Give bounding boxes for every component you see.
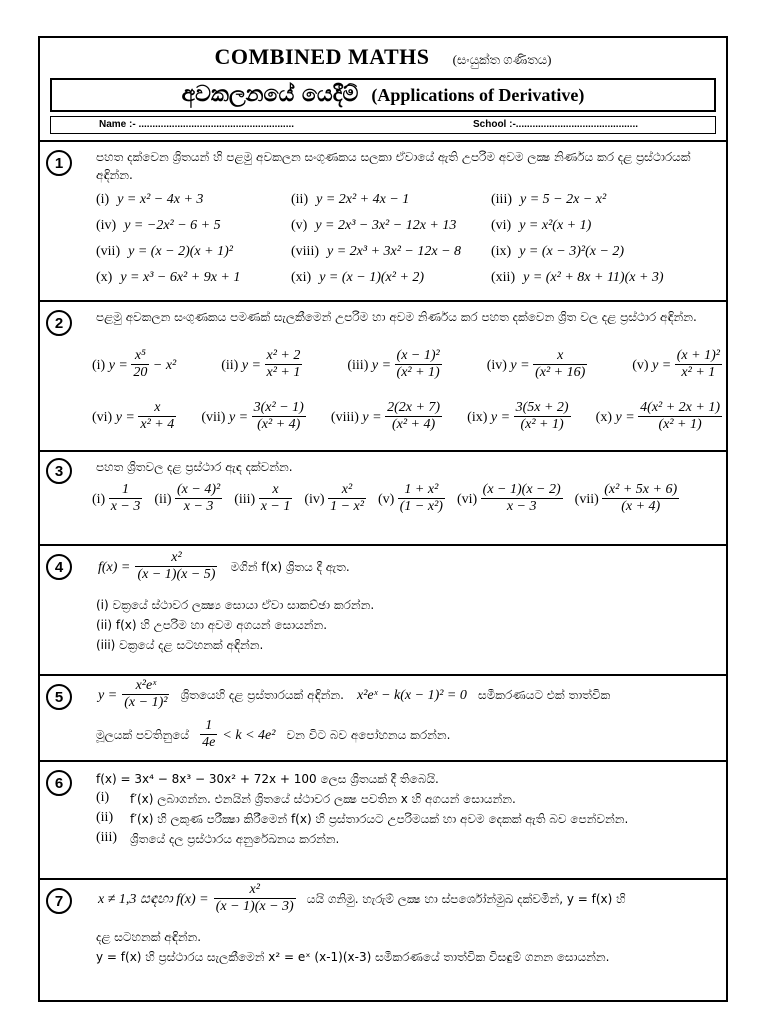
q3-item (304, 482, 366, 515)
page-title: COMBINED MATHS (214, 44, 430, 69)
q6-parts (96, 790, 716, 848)
part-label: (iv) (96, 218, 117, 233)
question-text: පළමු අවකලන සංගුණකය පමණක් සැලකීමෙන් උපරිම හා අවම නිර්ණය කර පහත දක්වෙන ශ්‍රිත වල දළ ප්‍රස්ථාර අඳින්න. (96, 310, 697, 324)
q6-part (96, 790, 716, 808)
q5-text-4: වන විට බව අපෝහනය කරන්න. (286, 728, 451, 742)
fraction-denominator: x − 3 (506, 499, 537, 514)
q2-item (201, 400, 305, 433)
q3-item (378, 482, 445, 515)
topic-english: (Applications of Derivative) (371, 85, 585, 105)
fraction-numerator: x² (214, 882, 296, 899)
fraction-denominator: x² + 4 (140, 417, 175, 432)
fraction-denominator: x − 3 (183, 499, 214, 514)
q7-text-3: y = f(x) හි ප්‍රස්ථාරය සැලකීමෙන් x² = eˣ (x-1)(x-3) සමීකරණයේ තාත්වික විසඳුම් ගනන සොයන්න. (96, 950, 610, 964)
question-number: 5 (46, 684, 72, 710)
part-label: (x) (595, 410, 616, 425)
part-label: (v) (377, 492, 398, 507)
q3-items (92, 482, 722, 515)
part-label: (vii) (574, 492, 603, 507)
part-formula: y = (x − 3)²(x − 2) (519, 244, 625, 259)
q1-item (291, 214, 491, 234)
fraction-numerator: x (533, 348, 587, 365)
q5-equation: x²eˣ − k(x − 1)² = 0 (357, 688, 467, 703)
q6-part (96, 810, 716, 828)
fraction-denominator: 1 − x² (330, 499, 364, 514)
q4-parts (96, 596, 716, 654)
q2-item (92, 348, 176, 381)
q7-text-2: දළ සටහනක් අඳින්න. (96, 930, 202, 944)
q2-item (221, 348, 302, 381)
fraction-numerator: 3(x² − 1) (253, 400, 304, 415)
fraction-denominator: (x² + 1) (520, 417, 564, 432)
q5-inequality: < k < 4e² (222, 728, 276, 743)
part-label: (vi) (92, 410, 116, 425)
part-formula: y = (x − 2)(x + 1)² (128, 244, 233, 259)
fraction-numerator: x²eˣ (122, 678, 169, 695)
part-formula: y = x²(x + 1) (519, 218, 592, 233)
fraction (265, 348, 303, 381)
question-4 (40, 544, 726, 674)
part-tail: − x² (149, 358, 177, 373)
fraction (675, 348, 722, 381)
question-number: 1 (46, 150, 72, 176)
part-label: (iv) (486, 358, 511, 373)
q1-item (491, 240, 701, 260)
q5-ineq-fraction (200, 718, 217, 751)
q5-line-2 (96, 718, 716, 751)
page-title-sinhala: (සංයුක්ත ගණිතය) (452, 52, 552, 67)
part-lhs: y = (228, 410, 252, 425)
name-field-label: Name :- ........................................................ (99, 119, 295, 130)
part-formula: y = x² − 4x + 3 (117, 192, 204, 207)
fraction-numerator: (x − 4)² (177, 482, 221, 497)
fraction (385, 400, 442, 433)
q4-lhs: f(x) = (98, 560, 131, 575)
q2-row-2 (92, 400, 722, 433)
q7-pre: x ≠ 1,3 සඳහා f(x) = (98, 892, 209, 907)
fraction-numerator: 1 (200, 718, 217, 735)
q2-item (632, 348, 722, 381)
part-formula: y = 2x³ − 3x² − 12x + 13 (315, 218, 457, 233)
part-text: f′(x) හි ලකුණ පරීක්‍ෂා කිරීමෙන් f(x) හි ප්‍රස්තාරයට උපරිමයක් හා අවම දෙකක් ඇති බව පෙන්වන්න. (130, 812, 629, 826)
part-label: (i) (92, 492, 109, 507)
part-label: (vii) (201, 410, 229, 425)
part-label: (vi) (491, 218, 512, 233)
part-label: (v) (632, 358, 653, 373)
question-text: පහත දක්වෙන ශ්‍රිතයන් හි පළමු අවකලන සංගුණකය සලකා ඒවායේ ඇති උපරිම අවම ලක්‍ෂ නිර්ණය කර දළ ප්‍රස්ථාරයක් අඳින්න. (96, 150, 691, 182)
fraction-denominator: x² + 1 (266, 365, 301, 380)
q7-text-1: යයි ගනිමු. හැරුම් ලක්‍ෂ හා ස්පර්ශෝන්මුඛ දක්වමින්, y = f(x) හි (306, 892, 626, 906)
q1-item (291, 266, 491, 286)
q1-item (291, 188, 491, 208)
q1-item (96, 214, 291, 234)
part-lhs: y = (615, 410, 639, 425)
question-number: 7 (46, 888, 72, 914)
part-label: (ii) (221, 358, 242, 373)
q4-part: (i) වක්‍රයේ ස්ථාවර ලක්‍ෂ්‍ය සොයා ඒවා සාකච්ඡා කරන්න. (96, 598, 375, 612)
fraction-denominator: (x² + 16) (535, 365, 586, 380)
part-formula: y = 5 − 2x − x² (520, 192, 607, 207)
fraction-numerator: 1 + x² (398, 482, 445, 499)
q4-definition (98, 550, 698, 583)
fraction-denominator: 20 (133, 365, 148, 380)
part-label: (xi) (291, 270, 312, 285)
part-text: f′(x) ලබාගන්න. එනයින් ශ්‍රිතයේ ස්ථාවර ලක්‍ෂ පවතින x හි අගයන් සොයන්න. (130, 792, 516, 806)
fraction (395, 348, 442, 381)
part-label: (vi) (456, 492, 481, 507)
q4-part: (ii) f(x) හි උපරිම හා අවම අගයන් සොයන්න. (96, 618, 328, 632)
part-lhs: y = (371, 358, 395, 373)
q1-item (96, 188, 291, 208)
q3-item (575, 482, 679, 515)
header-title-row (40, 44, 726, 70)
part-label: (iv) (304, 492, 329, 507)
q5-line-1 (98, 678, 718, 711)
page-frame (38, 36, 728, 1002)
q2-item (92, 400, 176, 433)
fraction (131, 348, 149, 381)
part-label: (v) (291, 218, 308, 233)
q5-fraction (122, 678, 169, 711)
fraction-denominator: x − 3 (110, 499, 141, 514)
q2-item (596, 400, 722, 433)
topic-box (50, 78, 716, 112)
part-label: (iii) (234, 492, 259, 507)
topic-sinhala: අවකලනයේ යෙදීම් (181, 82, 359, 107)
fraction-numerator: (x − 1)(x − 2) (482, 482, 561, 497)
fraction-denominator: x² + 1 (681, 365, 716, 380)
part-formula: y = 2x³ + 3x² − 12x − 8 (327, 244, 462, 259)
q2-item (331, 400, 442, 433)
part-text: ශ්‍රිතයේ දල ප්‍රස්ථාරය අනුරේඛනය කරන්න. (130, 832, 340, 846)
q3-item (154, 482, 222, 515)
fraction-denominator: (x² + 4) (257, 417, 301, 432)
q6-line-0: f(x) = 3x⁴ − 8x³ − 30x² + 72x + 100 ලෙස ශ්‍රිතයක් දී තිබෙයි. (96, 772, 439, 786)
q1-items (96, 188, 716, 286)
fraction-denominator: (x² + 1) (658, 417, 702, 432)
fraction-numerator: x² + 2 (266, 348, 301, 363)
fraction-denominator: (1 − x²) (399, 499, 443, 514)
part-label: (ii) (291, 192, 309, 207)
fraction-denominator: (x² + 1) (396, 365, 440, 380)
fraction-denominator: x − 1 (260, 499, 291, 514)
fraction-numerator: 1 (109, 482, 143, 499)
part-label: (ix) (467, 410, 491, 425)
q2-item (487, 348, 588, 381)
name-school-box (50, 116, 716, 134)
q5-text-2: සමීකරණයට එක් තාත්වික (477, 688, 611, 702)
part-formula: y = x³ − 6x² + 9x + 1 (120, 270, 241, 285)
q1-item (96, 240, 291, 260)
part-formula: y = −2x² − 6 + 5 (124, 218, 221, 233)
question-6 (40, 760, 726, 878)
part-label: (i) (96, 790, 110, 805)
q5-text-1: ශ්‍රිතයෙහි දළ ප්‍රස්තාරයක් අඳින්න. (180, 688, 344, 702)
fraction-numerator: x² (328, 482, 366, 499)
part-lhs: y = (115, 410, 139, 425)
fraction-numerator: (x − 1)² (396, 348, 440, 363)
question-number: 2 (46, 310, 72, 336)
question-text: පහත ශ්‍රිතවල දළ ප්‍රස්ථාර ඇඳ දක්වන්න. (96, 460, 293, 474)
fraction (398, 482, 445, 515)
part-label: (xii) (491, 270, 516, 285)
q4-part: (iii) වක්‍රයේ දළ සටහනක් අඳින්න. (96, 638, 264, 652)
q1-item (491, 188, 701, 208)
fraction-numerator: (x + 1)² (676, 348, 720, 363)
fraction (481, 482, 563, 515)
part-label: (ii) (96, 810, 114, 825)
part-label: (vii) (96, 244, 121, 259)
fraction-numerator: x⁵ (131, 348, 149, 365)
q3-item (234, 482, 292, 515)
part-lhs: y = (510, 358, 534, 373)
q2-item (467, 400, 570, 433)
fraction-denominator: (x − 1)(x − 3) (215, 899, 294, 914)
question-1 (40, 140, 726, 300)
q3-item (92, 482, 142, 515)
part-lhs: y = (362, 410, 386, 425)
fraction (138, 400, 176, 433)
fraction (109, 482, 143, 515)
fraction (514, 400, 571, 433)
q1-item (291, 240, 491, 260)
q7-fraction (214, 882, 296, 915)
fraction-denominator: 4e (202, 735, 216, 750)
question-3 (40, 450, 726, 544)
q2-item (347, 348, 441, 381)
fraction-denominator: (x² + 4) (391, 417, 436, 432)
question-number: 4 (46, 554, 72, 580)
part-label: (viii) (330, 410, 363, 425)
q1-item (491, 214, 701, 234)
part-formula: y = 2x² + 4x − 1 (316, 192, 410, 207)
part-lhs: y = (652, 358, 675, 373)
q4-after: මගින් f(x) ශ්‍රිතය දී ඇත. (230, 560, 350, 574)
fraction (602, 482, 679, 515)
q2-row-1 (92, 348, 722, 381)
fraction (175, 482, 222, 515)
fraction (328, 482, 366, 515)
q6-part (96, 830, 716, 848)
part-label: (i) (96, 192, 110, 207)
fraction-numerator: 2(2x + 7) (387, 400, 441, 415)
fraction (638, 400, 722, 433)
part-label: (iii) (347, 358, 372, 373)
fraction (252, 400, 306, 433)
question-2 (40, 300, 726, 450)
q7-line-1 (98, 882, 718, 915)
school-field-label: School :-............................................ (473, 119, 639, 130)
q3-item (457, 482, 563, 515)
part-label: (i) (92, 358, 109, 373)
fraction-denominator: (x − 1)² (124, 695, 168, 710)
fraction (533, 348, 587, 381)
q5-lhs: y = (98, 688, 118, 703)
part-label: (x) (96, 270, 113, 285)
fraction-numerator: x² (135, 550, 217, 567)
part-lhs: y = (241, 358, 265, 373)
part-formula: y = (x² + 8x + 11)(x + 3) (523, 270, 664, 285)
part-lhs: y = (108, 358, 132, 373)
fraction-numerator: x (138, 400, 176, 417)
q1-item (96, 266, 291, 286)
fraction-numerator: (x² + 5x + 6) (604, 482, 678, 497)
part-label: (ix) (491, 244, 512, 259)
fraction-numerator: 3(5x + 2) (515, 400, 569, 415)
fraction-denominator: (x − 1)(x − 5) (137, 567, 216, 582)
part-label: (iii) (96, 830, 117, 845)
q5-text-3: මූලයක් පවතිනුයේ (96, 728, 190, 742)
part-label: (iii) (491, 192, 512, 207)
fraction (259, 482, 293, 515)
question-5 (40, 674, 726, 760)
part-label: (viii) (291, 244, 319, 259)
fraction-denominator: (x + 4) (621, 499, 661, 514)
fraction-numerator: 4(x² + 2x + 1) (640, 400, 720, 415)
part-label: (ii) (154, 492, 175, 507)
q4-fraction (135, 550, 217, 583)
fraction-numerator: x (259, 482, 293, 499)
question-7 (40, 878, 726, 998)
question-number: 6 (46, 770, 72, 796)
question-number: 3 (46, 458, 72, 484)
part-lhs: y = (490, 410, 514, 425)
part-formula: y = (x − 1)(x² + 2) (319, 270, 425, 285)
q1-item (491, 266, 701, 286)
